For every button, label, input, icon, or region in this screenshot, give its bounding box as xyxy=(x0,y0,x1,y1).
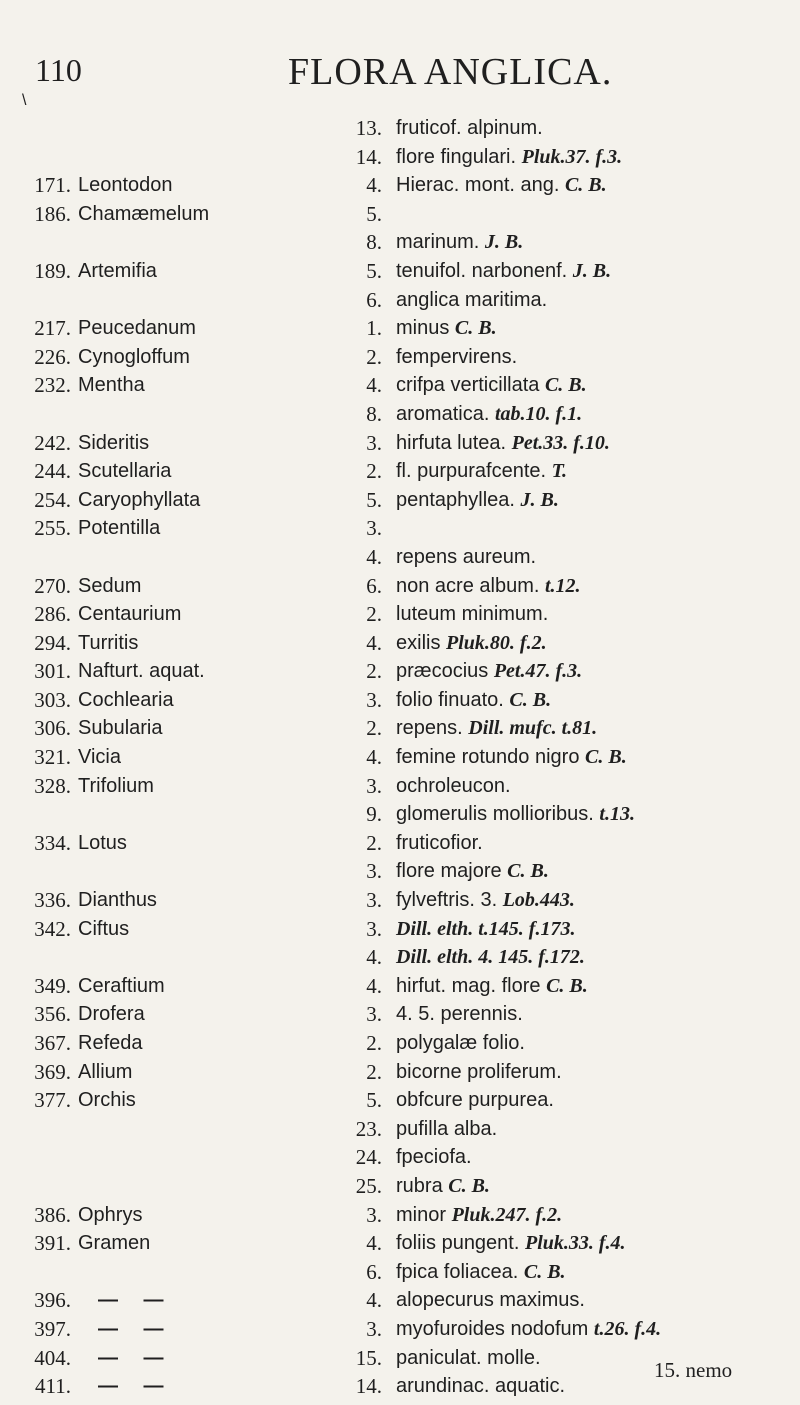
list-item xyxy=(0,200,800,229)
list-item xyxy=(0,228,800,257)
species-name xyxy=(396,772,511,801)
species-text: anglica maritima. xyxy=(396,288,548,311)
species-text: marinum. xyxy=(396,231,485,254)
list-item xyxy=(0,943,800,972)
genus-number: 217. xyxy=(34,316,71,341)
reference: Lob.443. xyxy=(502,889,575,912)
species-name xyxy=(396,1143,472,1172)
list-item xyxy=(0,486,800,515)
genus-number: 336. xyxy=(34,888,71,913)
species-name xyxy=(396,257,611,286)
species-text: obfcure purpurea. xyxy=(396,1089,554,1112)
list-item xyxy=(0,629,800,658)
species-number: 3. xyxy=(366,1316,382,1341)
reference: C. B. xyxy=(509,688,552,711)
species-name xyxy=(396,572,581,601)
species-text: 4. 5. perennis. xyxy=(396,1003,523,1026)
genus-number: 349. xyxy=(34,973,71,998)
species-number: 3. xyxy=(366,1002,382,1027)
species-text: fpeciofa. xyxy=(396,1146,472,1169)
species-text: flore fingulari. xyxy=(396,145,522,168)
genus-name: — — xyxy=(98,1375,174,1398)
genus-number: 386. xyxy=(34,1202,71,1227)
species-text: fylveftris. 3. xyxy=(396,889,503,912)
species-number: 4. xyxy=(366,630,382,655)
genus-name: Gramen xyxy=(78,1232,151,1255)
species-name xyxy=(396,1344,541,1373)
list-item xyxy=(0,1172,800,1201)
species-number: 2. xyxy=(366,1031,382,1055)
species-number: 3. xyxy=(366,516,382,541)
list-item xyxy=(0,1029,800,1058)
reference: Dill. mufc. t.81. xyxy=(468,717,598,740)
genus-number: 367. xyxy=(34,1031,71,1055)
genus-number: 369. xyxy=(34,1059,71,1084)
genus-name: Cochlearia xyxy=(78,688,174,711)
reference: C. B. xyxy=(585,746,627,769)
species-number: 4. xyxy=(366,373,382,398)
species-number: 2. xyxy=(366,716,382,741)
species-number: 4. xyxy=(366,1288,382,1313)
list-item xyxy=(0,857,800,886)
species-number: 3. xyxy=(366,773,382,798)
list-item xyxy=(0,429,800,458)
species-name xyxy=(396,543,536,572)
species-number: 3. xyxy=(366,916,382,941)
genus-name: Mentha xyxy=(78,374,145,397)
species-number: 8. xyxy=(366,401,382,426)
list-item xyxy=(0,714,800,743)
species-name xyxy=(396,1258,566,1287)
reference: J. B. xyxy=(572,259,612,282)
list-item xyxy=(0,829,800,858)
list-item xyxy=(0,1258,800,1287)
list-item xyxy=(0,800,800,829)
reference: Pet.47. f.3. xyxy=(493,660,583,683)
genus-number: 189. xyxy=(34,258,71,283)
species-number: 14. xyxy=(355,1374,382,1399)
genus-name: Cynogloffum xyxy=(78,345,190,368)
species-name xyxy=(396,1029,525,1058)
genus-name: — — xyxy=(98,1317,174,1340)
reference: t.13. xyxy=(599,803,635,826)
species-name xyxy=(396,1201,562,1230)
species-name xyxy=(396,114,543,143)
genus-name: Trifolium xyxy=(78,774,154,797)
list-item xyxy=(0,286,800,315)
genus-number: 270. xyxy=(34,573,71,598)
genus-name: Orchis xyxy=(78,1089,136,1112)
species-number: 2. xyxy=(366,602,382,627)
genus-name: Nafturt. aquat. xyxy=(78,660,205,683)
species-name xyxy=(396,857,549,886)
genus-number: 356. xyxy=(34,1002,71,1027)
species-name xyxy=(396,1286,585,1315)
species-text: ochroleucon. xyxy=(396,774,511,797)
list-item xyxy=(0,400,800,429)
genus-number: 342. xyxy=(34,916,71,941)
species-number: 14. xyxy=(355,144,382,169)
genus-name: Ophrys xyxy=(78,1203,143,1226)
species-number: 5. xyxy=(366,201,382,226)
species-name xyxy=(396,286,547,315)
genus-number: 232. xyxy=(34,373,71,398)
list-item xyxy=(0,600,800,629)
genus-name: Drofera xyxy=(78,1003,145,1026)
species-text: hirfuta lutea. xyxy=(396,431,512,454)
list-item xyxy=(0,143,800,172)
species-text: polygalæ folio. xyxy=(396,1032,525,1054)
species-number: 9. xyxy=(366,802,382,827)
list-item xyxy=(0,1000,800,1029)
list-item xyxy=(0,1086,800,1115)
species-text: fruticofior. xyxy=(396,831,483,854)
list-item xyxy=(0,886,800,915)
species-number: 2. xyxy=(366,830,382,855)
page-header xyxy=(0,50,800,94)
genus-number: 255. xyxy=(34,516,71,541)
list-item xyxy=(0,1058,800,1087)
genus-name: Chamæmelum xyxy=(78,202,210,225)
genus-name: Caryophyllata xyxy=(78,488,201,511)
genus-number: 303. xyxy=(34,687,71,712)
species-name xyxy=(396,886,575,915)
reference: C. B. xyxy=(544,374,587,397)
species-text: exilis xyxy=(396,631,447,654)
list-item xyxy=(0,915,800,944)
species-number: 4. xyxy=(366,745,382,770)
species-name xyxy=(396,714,597,743)
reference: tab.10. f.1. xyxy=(494,402,583,425)
species-text: præcocius xyxy=(396,660,494,683)
list-item xyxy=(0,1229,800,1258)
genus-name: Centaurium xyxy=(78,603,182,626)
reference: J. B. xyxy=(520,488,559,511)
species-number: 3. xyxy=(366,1202,382,1227)
genus-number: 321. xyxy=(34,745,71,770)
list-item xyxy=(0,171,800,200)
species-number: 6. xyxy=(366,1259,382,1284)
list-item xyxy=(0,314,800,343)
reference: Pluk.80. f.2. xyxy=(446,631,547,654)
species-name xyxy=(396,915,575,944)
reference: C. B. xyxy=(546,974,588,997)
species-text: myofuroides nodofum xyxy=(396,1317,594,1340)
species-name xyxy=(396,743,627,772)
species-text: Hierac. mont. ang. xyxy=(396,174,565,197)
species-name xyxy=(396,486,559,515)
species-number: 4. xyxy=(366,1231,382,1256)
reference: Pluk.247. f.2. xyxy=(451,1203,563,1226)
list-item xyxy=(0,543,800,572)
reference: C. B. xyxy=(448,1174,490,1197)
list-item xyxy=(0,1201,800,1230)
list-item xyxy=(0,657,800,686)
species-name xyxy=(396,629,547,658)
reference: Pluk.33. f.4. xyxy=(524,1232,626,1255)
species-text: pentaphyllea. xyxy=(396,488,521,511)
species-name xyxy=(396,1115,497,1144)
species-name xyxy=(396,314,497,343)
genus-number: 226. xyxy=(34,344,71,369)
genus-number: 286. xyxy=(34,602,71,627)
list-item xyxy=(0,1286,800,1315)
species-text: fruticof. alpinum. xyxy=(396,117,543,139)
species-name xyxy=(396,1058,562,1087)
genus-name: Allium xyxy=(78,1060,133,1083)
species-name xyxy=(396,943,585,972)
reference: J. B. xyxy=(484,231,524,254)
genus-number: 171. xyxy=(34,173,71,198)
species-number: 3. xyxy=(366,859,382,884)
genus-number: 186. xyxy=(34,201,71,226)
running-title: FLORA ANGLICA. xyxy=(288,51,613,93)
species-text: fl. purpurafcente. xyxy=(396,460,552,483)
species-text: glomerulis mollioribus. xyxy=(396,803,600,826)
genus-name: Potentilla xyxy=(78,517,161,540)
genus-number: 334. xyxy=(34,830,71,855)
species-name xyxy=(396,657,582,686)
genus-name: Peucedanum xyxy=(78,317,196,340)
species-number: 2. xyxy=(366,459,382,484)
genus-number: 244. xyxy=(34,459,71,484)
reference: Dill. elth. t.145. f.173. xyxy=(396,917,576,940)
species-name xyxy=(396,143,622,172)
genus-number: 396. xyxy=(34,1288,71,1313)
genus-name: Ceraftium xyxy=(78,974,165,997)
species-number: 25. xyxy=(355,1173,382,1198)
species-text: fpica foliacea. xyxy=(396,1260,524,1283)
species-name xyxy=(396,171,607,200)
species-text: arundinac. aquatic. xyxy=(396,1375,566,1398)
genus-name: Dianthus xyxy=(78,889,157,912)
species-number: 6. xyxy=(366,573,382,598)
list-item xyxy=(0,1143,800,1172)
species-name xyxy=(396,343,517,372)
species-number: 4. xyxy=(366,173,382,198)
species-name xyxy=(396,1172,490,1201)
species-text: fempervirens. xyxy=(396,345,518,368)
genus-number: 301. xyxy=(34,659,71,684)
genus-number: 404. xyxy=(34,1345,71,1370)
species-number: 5. xyxy=(366,487,382,512)
genus-name: Vicia xyxy=(78,746,121,769)
species-name xyxy=(396,800,635,829)
species-text: femine rotundo nigro xyxy=(396,746,586,769)
species-number: 1. xyxy=(366,316,382,341)
species-text: foliis pungent. xyxy=(396,1232,525,1255)
species-name xyxy=(396,1372,565,1401)
species-number: 5. xyxy=(366,1088,382,1113)
species-name xyxy=(396,1000,523,1029)
species-text: repens. xyxy=(396,717,469,740)
genus-number: 242. xyxy=(34,430,71,455)
list-item xyxy=(0,772,800,801)
species-text: non acre album. xyxy=(396,574,545,597)
reference: Pluk.37. f.3. xyxy=(521,145,623,168)
species-name xyxy=(396,972,588,1001)
species-number: 3. xyxy=(366,430,382,455)
species-name xyxy=(396,1315,661,1344)
species-text: aromatica. xyxy=(396,402,495,425)
genus-name: Leontodon xyxy=(78,174,173,197)
list-item xyxy=(0,514,800,543)
stray-mark: \ xyxy=(22,92,27,109)
reference: C. B. xyxy=(564,174,607,197)
genus-name: Lotus xyxy=(78,831,127,854)
list-item xyxy=(0,343,800,372)
species-text: hirfut. mag. flore xyxy=(396,974,547,997)
species-number: 3. xyxy=(366,888,382,913)
species-number: 8. xyxy=(366,230,382,255)
species-number: 2. xyxy=(366,1059,382,1084)
species-name xyxy=(396,1086,554,1115)
genus-name: Turritis xyxy=(78,631,139,654)
genus-number: 254. xyxy=(34,487,71,512)
species-text: alopecurus maximus. xyxy=(396,1289,585,1312)
species-number: 24. xyxy=(355,1145,382,1170)
reference: C. B. xyxy=(523,1260,566,1283)
genus-name: — — xyxy=(98,1346,174,1369)
genus-number: 411. xyxy=(35,1374,71,1399)
reference: t.26. f.4. xyxy=(593,1317,662,1340)
species-text: bicorne proliferum. xyxy=(396,1060,562,1083)
species-text: minor xyxy=(396,1203,452,1226)
species-number: 23. xyxy=(355,1116,382,1141)
reference: T. xyxy=(551,460,568,483)
genus-number: 306. xyxy=(34,716,71,741)
species-text: crifpa verticillata xyxy=(396,374,545,397)
species-text: folio finuato. xyxy=(396,688,510,711)
species-text: rubra xyxy=(396,1174,449,1197)
list-item xyxy=(0,1115,800,1144)
species-name xyxy=(396,228,523,257)
genus-name: Subularia xyxy=(78,717,163,740)
species-name xyxy=(396,429,610,458)
list-item xyxy=(0,371,800,400)
species-name xyxy=(396,829,483,858)
species-number: 13. xyxy=(355,116,382,140)
species-number: 2. xyxy=(366,659,382,684)
list-item xyxy=(0,572,800,601)
genus-name: Scutellaria xyxy=(78,460,172,483)
species-text: pufilla alba. xyxy=(396,1117,498,1140)
species-text: minus xyxy=(396,317,455,340)
species-text: luteum minimum. xyxy=(396,603,549,626)
species-name xyxy=(396,686,551,715)
species-number: 3. xyxy=(366,687,382,712)
species-number: 15. xyxy=(355,1345,382,1370)
genus-number: 391. xyxy=(34,1231,71,1256)
species-name xyxy=(396,1229,626,1258)
genus-number: 377. xyxy=(34,1088,71,1113)
page-number: 110 xyxy=(35,52,82,88)
reference: t.12. xyxy=(544,574,581,597)
species-name xyxy=(396,457,567,486)
species-number: 4. xyxy=(366,945,382,970)
list-item xyxy=(0,972,800,1001)
genus-name: Sideritis xyxy=(78,431,150,454)
species-number: 4. xyxy=(366,544,382,569)
genus-name: Refeda xyxy=(78,1032,143,1054)
species-name xyxy=(396,400,582,429)
list-item xyxy=(0,257,800,286)
genus-name: Artemifia xyxy=(78,259,157,282)
species-number: 5. xyxy=(366,258,382,283)
species-number: 2. xyxy=(366,344,382,369)
reference: Dill. elth. 4. 145. f.172. xyxy=(396,946,585,969)
reference: C. B. xyxy=(507,860,549,883)
list-item xyxy=(0,743,800,772)
reference: Pet.33. f.10. xyxy=(511,431,610,454)
list-item xyxy=(0,686,800,715)
species-text: paniculat. molle. xyxy=(396,1346,541,1369)
catchword: 15. nemo xyxy=(654,1358,733,1382)
species-text: tenuifol. narbonenf. xyxy=(396,259,573,282)
species-name xyxy=(396,600,548,629)
genus-number: 328. xyxy=(34,773,71,798)
species-name xyxy=(396,371,587,400)
list-item xyxy=(0,1315,800,1344)
list-item xyxy=(0,457,800,486)
list-item xyxy=(0,114,800,143)
species-number: 6. xyxy=(366,287,382,312)
genus-name: Ciftus xyxy=(78,917,130,940)
species-number: 4. xyxy=(366,973,382,998)
genus-number: 397. xyxy=(34,1316,71,1341)
genus-name: Sedum xyxy=(78,574,142,597)
reference: C. B. xyxy=(454,317,497,340)
species-text: flore majore xyxy=(396,860,508,883)
genus-number: 294. xyxy=(34,630,71,655)
species-list xyxy=(0,92,800,1401)
species-text: repens aureum. xyxy=(396,545,537,568)
genus-name: — — xyxy=(98,1289,174,1312)
